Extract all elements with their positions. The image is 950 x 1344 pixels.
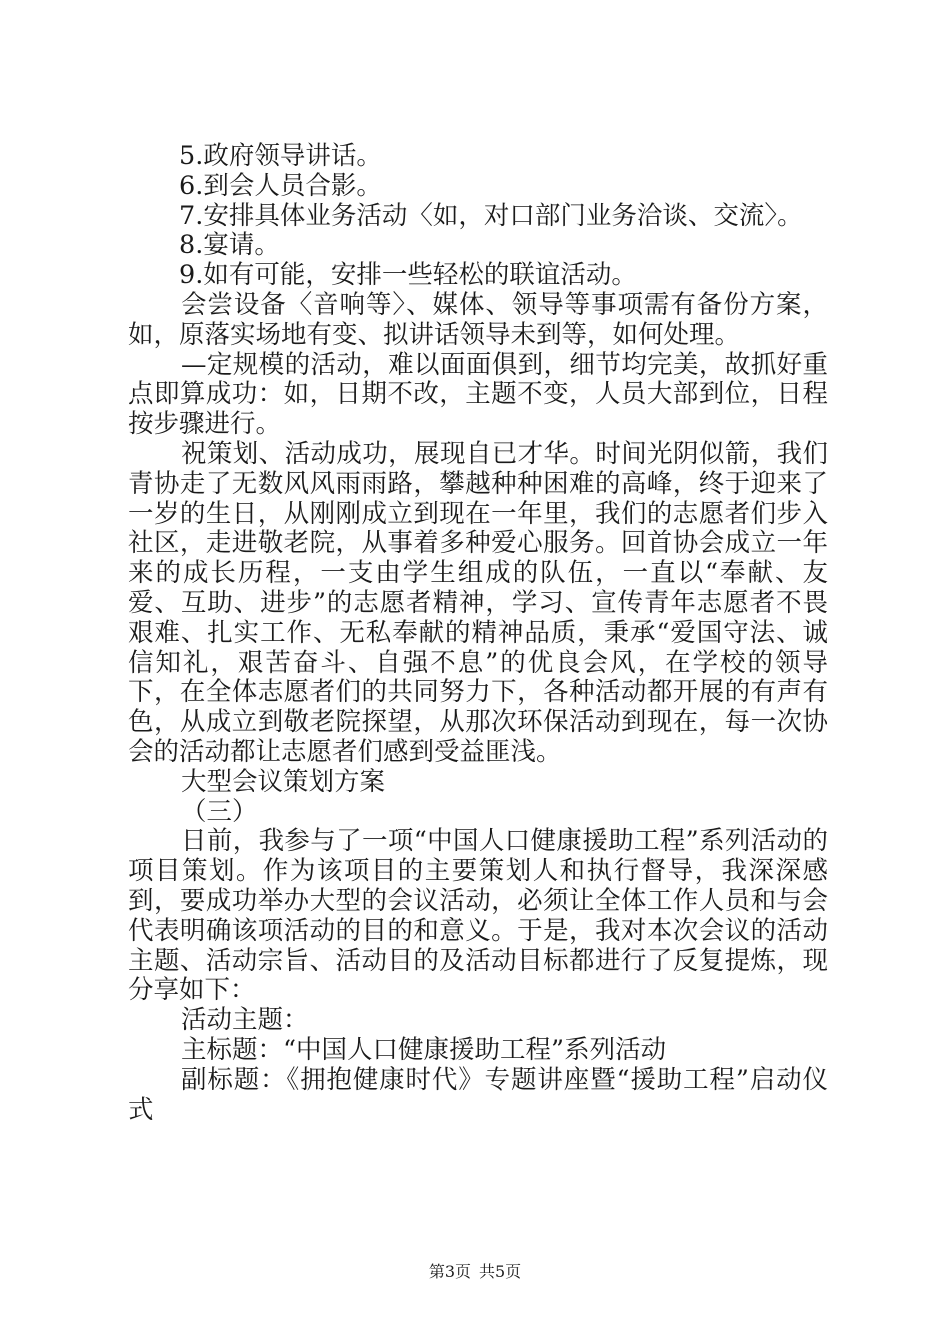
section-number: （三）	[181, 796, 258, 827]
page-footer	[0, 1262, 950, 1282]
list-item-6: 6.到会人员合影。	[179, 170, 382, 201]
page-total: 共5页	[479, 1262, 522, 1281]
section-heading: 大型会议策划方案	[181, 766, 386, 797]
activity-theme-label: 活动主题：	[181, 1005, 309, 1036]
list-item-8: 8.宴请。	[179, 230, 280, 261]
paragraph-backup-plan: 会尝设备〈音响等〉、媒体、领导等事项需有备份方案，如，原落实场地有变、拟讲话领导未到等，如何处理。	[128, 289, 828, 350]
paragraph-key-points: —定规模的活动，难以面面俱到，细节均完美，故抓好重点即算成功：如，日期不改，主题不变，人员大部到位，日程按步骤进行。	[128, 349, 828, 440]
paragraph-volunteer-association: 祝策划、活动成功，展现自已才华。时间光阴似箭，我们青协走了无数风风雨雨路，攀越种种困难的高峰，终于迎来了一岁的生日，从刚刚成立到现在一年里，我们的志愿者们步入社区，走进敬老院，从事着多种爱心服务。回首协会成立一年来的成长历程，一支由学生组成的队伍，一直以“奉献、友爱、互助、进步”的志愿者精神，学习、宣传青年志愿者不畏艰难、扎实工作、无私奉献的精神品质，秉承“爱国守法、诚信知礼，艰苦奋斗、自强不息”的优良会风，在学校的领导下，在全体志愿者们的共同努力下，各种活动都开展的有声有色，从成立到敬老院探望，从那次环保活动到现在，每一次协会的活动都让志愿者们感到受益匪浅。	[128, 438, 828, 767]
paragraph-project-planning: 日前，我参与了一项“中国人口健康援助工程”系列活动的项目策划。作为该项目的主要策划人和执行督导，我深深感到，要成功举办大型的会议活动，必须让全体工作人员和与会代表明确该项活动的目的和意义。于是，我对本次会议的活动主题、活动宗旨、活动目的及活动目标都进行了反复提炼，现分享如下：	[128, 826, 828, 1006]
document-body	[128, 142, 828, 1125]
list-item-7: 7.安排具体业务活动〈如，对口部门业务洽谈、交流〉。	[179, 200, 803, 231]
subtitle-line: 副标题：《拥抱健康时代》专题讲座暨“援助工程”启动仪式	[128, 1064, 828, 1125]
main-title-line: 主标题：“中国人口健康援助工程”系列活动	[181, 1034, 667, 1065]
list-item-5: 5.政府领导讲话。	[179, 141, 382, 171]
page-number: 第3页	[428, 1262, 471, 1281]
list-item-9: 9.如有可能，安排一些轻松的联谊活动。	[179, 260, 637, 291]
